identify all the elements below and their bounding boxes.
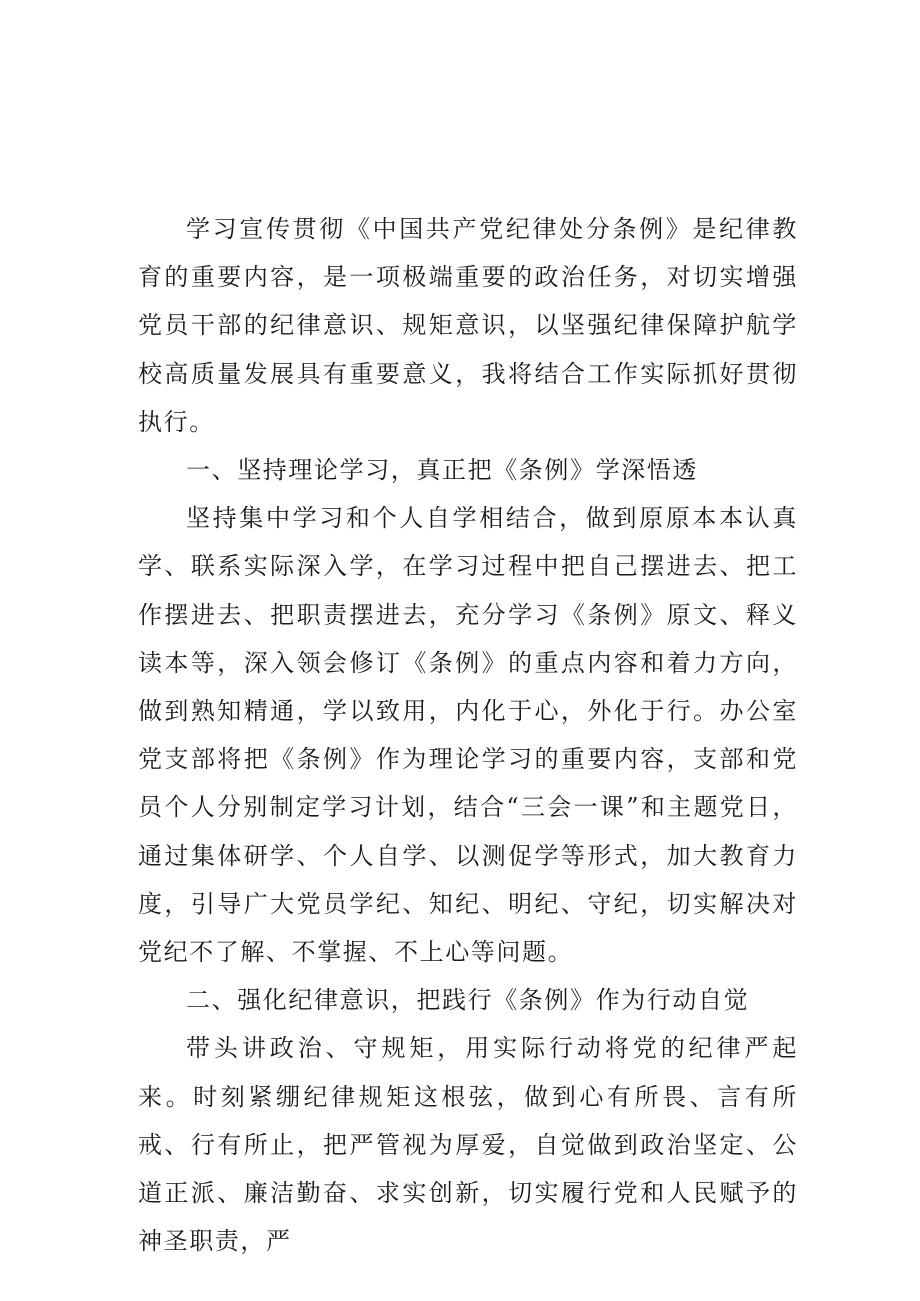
- section-1-paragraph: 坚持集中学习和个人自学相结合，做到原原本本认真学、联系实际深入学，在学习过程中把自己摆进去、把工作摆进去、把职责摆进去，充分学习《条例》原文、释义读本等，深入领会修订《条例》的重点内容和着力方向，做到熟知精通，学以致用，内化于心，外化于行。办公室党支部将把《条例》作为理论学习的重要内容，支部和党员个人分别制定学习计划，结合“三会一课”和主题党日，通过集体研学、个人自学、以测促学等形式，加大教育力度，引导广大党员学纪、知纪、明纪、守纪，切实解决对党纪不了解、不掌握、不上心等问题。: [138, 504, 798, 967]
- document-body: [138, 205, 798, 1265]
- section-2-paragraph: 带头讲政治、守规矩，用实际行动将党的纪律严起来。时刻紧绷纪律规矩这根弦，做到心有所畏、言有所戒、行有所止，把严管视为厚爱，自觉做到政治坚定、公道正派、廉洁勤奋、求实创新，切实履行党和人民赋予的神圣职责，严: [138, 1034, 798, 1256]
- intro-paragraph: 学习宣传贯彻《中国共产党纪律处分条例》是纪律教育的重要内容，是一项极端重要的政治任务，对切实增强党员干部的纪律意识、规矩意识，以坚强纪律保障护航学校高质量发展具有重要意义，我将结合工作实际抓好贯彻执行。: [138, 215, 798, 436]
- section-heading-1: 一、坚持理论学习，真正把《条例》学深悟透: [186, 456, 698, 485]
- section-heading-2: 二、强化纪律意识，把践行《条例》作为行动自觉: [186, 986, 750, 1015]
